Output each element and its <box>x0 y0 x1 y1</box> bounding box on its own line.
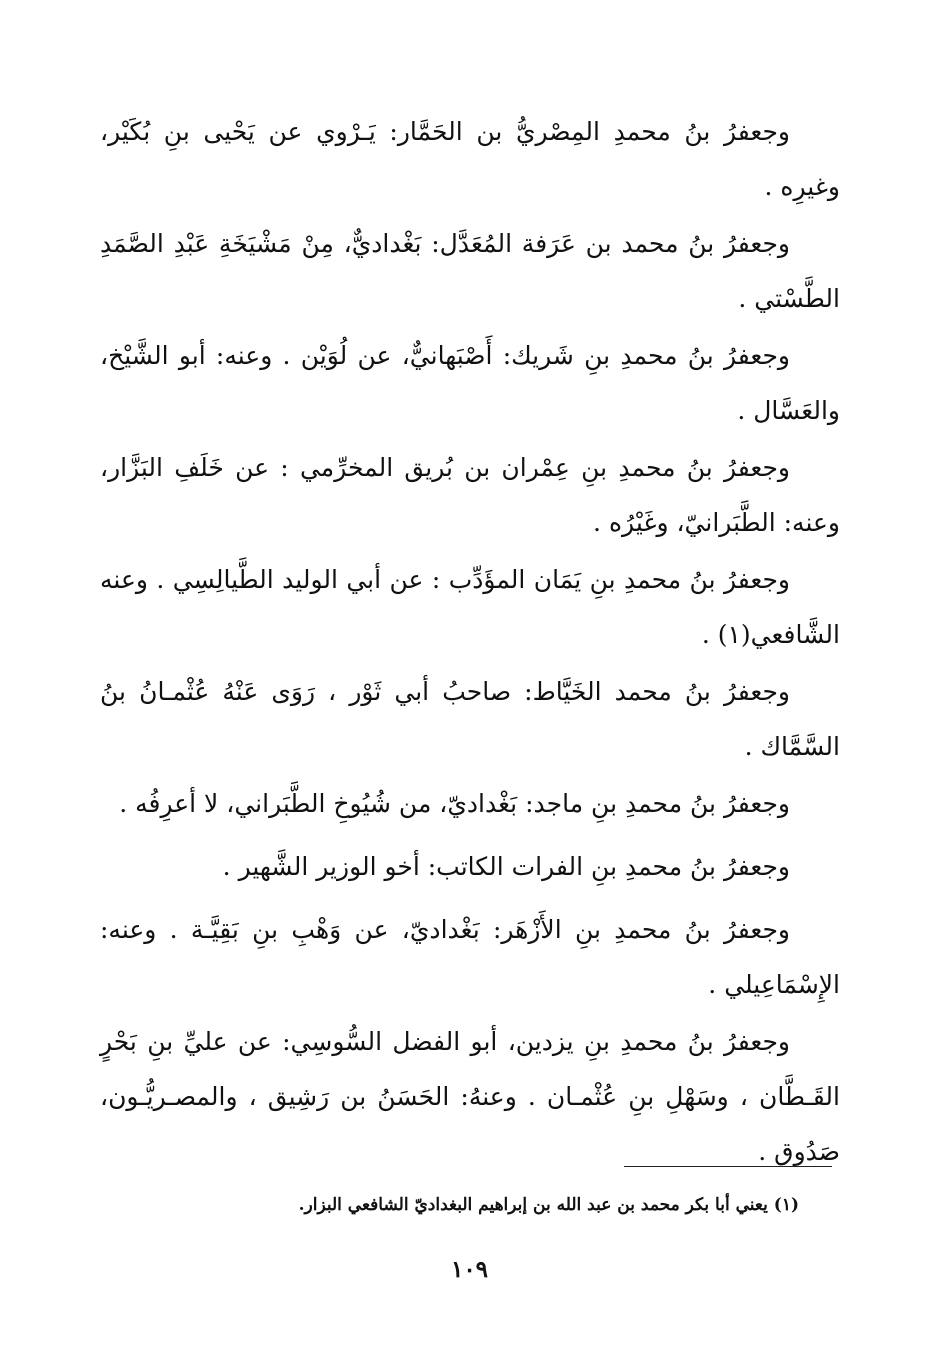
biography-entry: وجعفرُ بنُ محمد الخَيَّاط: صاحبُ أبي ثَوْر ، رَوَى عَنْهُ عُثْمـانُ بنُ السَّمَّاك . <box>100 677 840 761</box>
biography-entry: وجعفرُ بنُ محمدِ بنِ عِمْران بن بُريق المخرِّمي : عن خَلَفِ البَزَّار، وعنه: الطَّبَرانيّ، وغَيْرُه . <box>100 453 840 537</box>
biography-entry: وجعفرُ بنُ محمدِ بنِ الأَزْهَر: بَغْداديّ، عن وَهْبِ بنِ بَقِيَّـة . وعنه: الإِسْمَاعِيلي . <box>100 915 840 999</box>
footnote: (١) يعني أبا بكر محمد بن عبد الله بن إبراهيم البغداديّ الشافعي البزار. <box>298 1195 799 1215</box>
biography-entry: وجعفرُ بنُ محمد بن عَرَفة المُعَدَّل: بَغْداديٌّ، مِنْ مَشْيَخَةِ عَبْدِ الصَّمَدِ الطَّسْتي . <box>100 229 840 313</box>
biography-entry: وجعفرُ بنُ محمدِ بنِ يزدين، أبو الفضل السُّوسِي: عن عليِّ بنِ بَحْرٍ القَـطَّان ، وسَهْلِ بنِ عُثْمـان . وعنهُ: الحَسَنُ بن رَشِيق ، والمصـريُّـون، صَدُوق . <box>100 1027 840 1166</box>
biography-entry: وجعفرُ بنُ محمدِ بنِ الفرات الكاتب: أخو الوزير الشَّهير . <box>222 852 790 881</box>
biography-entry: وجعفرُ بنُ محمدِ بنِ يَمَان المؤَدِّب : عن أبي الوليد الطَّيالِسِي . وعنه الشَّافعي(١) . <box>100 565 840 649</box>
page-number: ١٠٩ <box>450 1256 489 1283</box>
biography-entry: وجعفرُ بنُ محمدِ بنِ شَريك: أَصْبَهانيٌّ، عن لُوَيْن . وعنه: أبو الشَّيْخ، والعَسَّال . <box>100 341 840 425</box>
footnote-divider <box>624 1166 832 1167</box>
biography-entry: وجعفرُ بنُ محمدِ بنِ ماجد: بَغْداديّ، من شُيُوخِ الطَّبَراني، لا أعرِفُه . <box>119 789 790 818</box>
biography-entry: وجعفرُ بنُ محمدِ المِصْريُّ بن الحَمَّار: يَـرْوي عن يَحْيى بنِ بُكَيْر، وغيرِه . <box>100 117 840 201</box>
main-text <box>100 104 840 1181</box>
